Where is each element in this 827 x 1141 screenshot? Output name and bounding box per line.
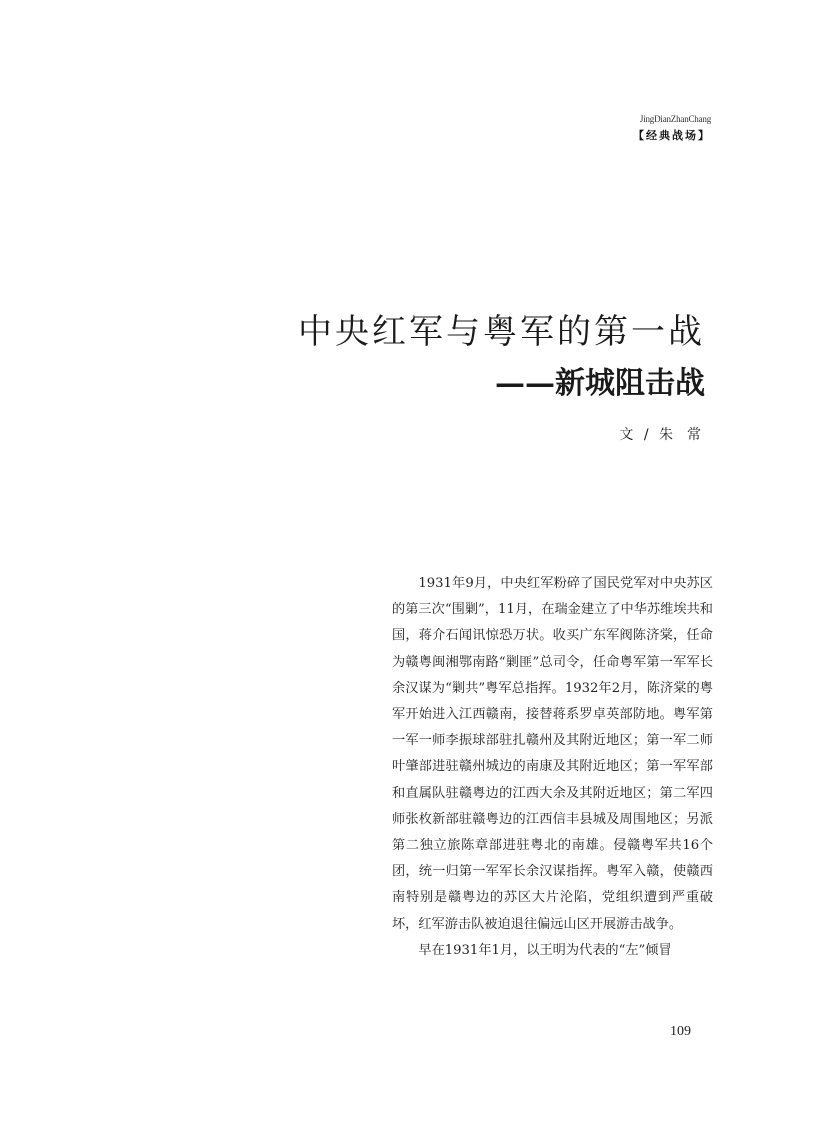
body-paragraph: 早在1931年1月，以王明为代表的“左”倾冒: [418, 942, 672, 958]
article-title: 中央红军与粤军的第一战: [298, 312, 705, 352]
body-paragraph: 1931年9月，中央红军粉碎了国民党军对中央苏区的第三次“围剿”，11月，在瑞金建立了中华苏维埃共和国，蒋介石闻讯惊恐万状。收买广东军阀陈济棠，任命为赣粤闽湘鄂南路“剿匪”总司令，任命粤军第一军军长余汉谋为“剿共”粤军总指挥。1932年2月，陈济棠的粤军开始进入江西赣南，接替蒋系罗卓英部防地。粤军第一军一师李振球部驻扎赣州及其附近地区；第一军二师叶肇部进驻赣州城边的南康及其附近地区；第一军军部和直属队驻赣粤边的江西大余及其附近地区；第二军四师张枚新部驻赣粤边的江西信丰县城及周围地区；另派第二独立旅陈章部进驻粤北的南雄。侵赣粤军共16个团，统一归第一军军长余汉谋指挥。粤军入赣，使赣西南特别是赣粤边的苏区大片沦陷，党组织遭到严重破坏，红军游击队被迫退往偏远山区开展游击战争。: [392, 576, 713, 932]
page-number: 109: [670, 1024, 691, 1039]
article-byline: 文 / 朱 常: [619, 427, 701, 443]
running-header-section: 【经典战场】: [633, 129, 711, 142]
running-header-english: JingDianZhanChang: [639, 114, 711, 124]
article-body: [392, 571, 713, 964]
article-subtitle: ——新城阻击战: [495, 366, 705, 401]
